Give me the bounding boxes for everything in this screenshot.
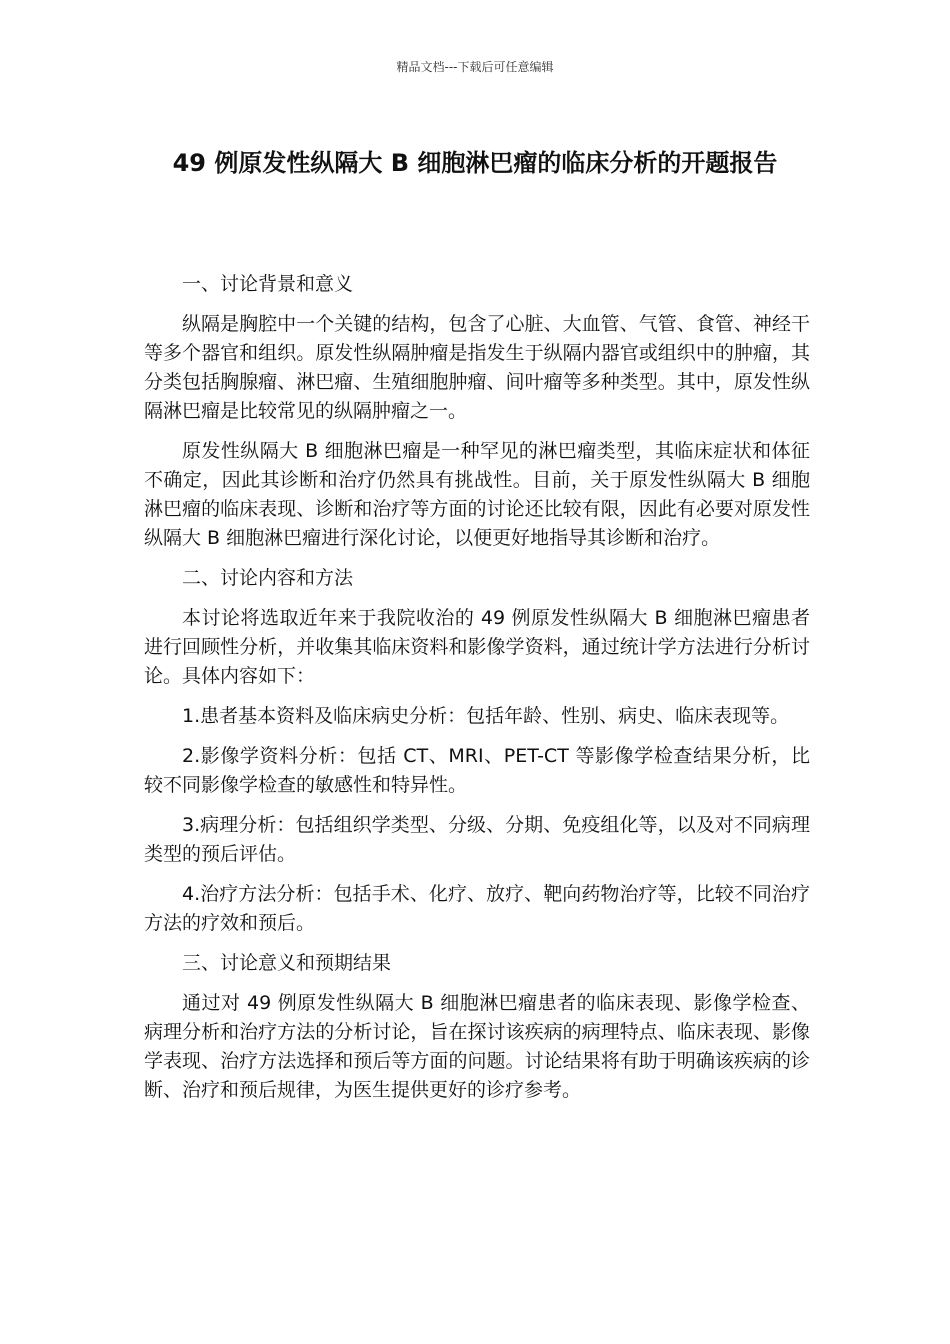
paragraph: 本讨论将选取近年来于我院收治的 49 例原发性纵隔大 B 细胞淋巴瘤患者进行回顾性分析，并收集其临床资料和影像学资料，通过统计学方法进行分析讨论。具体内容如下： bbox=[144, 607, 810, 687]
paragraph: 原发性纵隔大 B 细胞淋巴瘤是一种罕见的淋巴瘤类型，其临床症状和体征不确定，因此其诊断和治疗仍然具有挑战性。目前，关于原发性纵隔大 B 细胞淋巴瘤的临床表现、诊断和治疗等方面的讨论还比较有限，因此有必要对原发性纵隔大 B 细胞淋巴瘤进行深化讨论，以便更好地指导其诊断和治疗。 bbox=[144, 440, 810, 549]
paragraph: 通过对 49 例原发性纵隔大 B 细胞淋巴瘤患者的临床表现、影像学检查、病理分析和治疗方法的分析讨论，旨在探讨该疾病的病理特点、临床表现、影像学表现、治疗方法选择和预后等方面的问题。讨论结果将有助于明确该疾病的诊断、治疗和预后规律，为医生提供更好的诊疗参考。 bbox=[144, 992, 810, 1101]
paragraph: 纵隔是胸腔中一个关键的结构，包含了心脏、大血管、气管、食管、神经干等多个器官和组织。原发性纵隔肿瘤是指发生于纵隔内器官或组织中的肿瘤，其分类包括胸腺瘤、淋巴瘤、生殖细胞肿瘤、间叶瘤等多种类型。其中，原发性纵隔淋巴瘤是比较常见的纵隔肿瘤之一。 bbox=[144, 313, 810, 422]
section-heading: 三、讨论意义和预期结果 bbox=[182, 952, 392, 974]
section-heading: 一、讨论背景和意义 bbox=[182, 273, 354, 295]
list-item: 3.病理分析：包括组织学类型、分级、分期、免疫组化等，以及对不同病理类型的预后评估。 bbox=[144, 814, 810, 865]
list-item: 2.影像学资料分析：包括 CT、MRI、PET-CT 等影像学检查结果分析，比较不同影像学检查的敏感性和特异性。 bbox=[144, 745, 810, 796]
document-title: 49 例原发性纵隔大 B 细胞淋巴瘤的临床分析的开题报告 bbox=[172, 149, 778, 177]
list-item: 4.治疗方法分析：包括手术、化疗、放疗、靶向药物治疗等，比较不同治疗方法的疗效和预后。 bbox=[144, 883, 810, 934]
header-watermark: 精品文档---下载后可任意编辑 bbox=[396, 60, 554, 74]
document-body bbox=[144, 270, 810, 1116]
section-heading: 二、讨论内容和方法 bbox=[182, 567, 354, 589]
list-item: 1.患者基本资料及临床病史分析：包括年龄、性别、病史、临床表现等。 bbox=[182, 705, 790, 727]
